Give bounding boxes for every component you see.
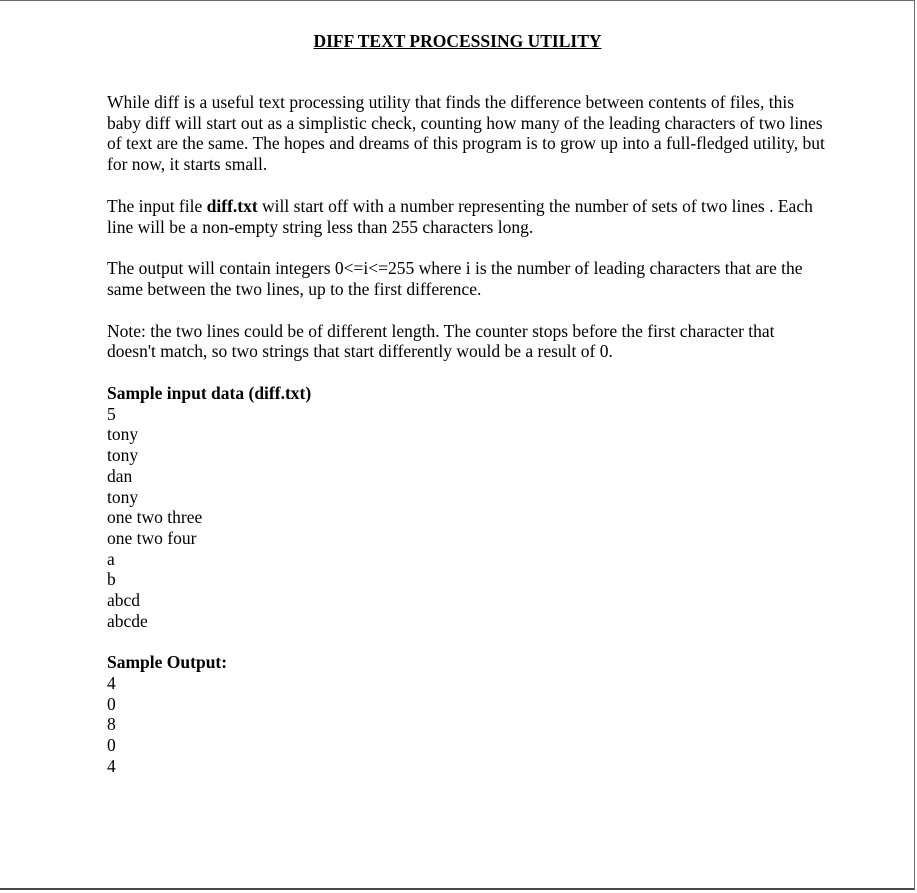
output-description-paragraph: The output will contain integers 0<=i<=255 where i is the number of leading characters that are the same between the two lines, up to the first difference. — [107, 258, 803, 299]
sample-input-line: tony — [107, 445, 139, 466]
page-title: DIFF TEXT PROCESSING UTILITY — [313, 31, 602, 51]
sample-output-line: 4 — [107, 672, 116, 693]
input-description-start: The input file — [107, 195, 207, 216]
section-spacer — [107, 631, 827, 652]
sample-output-line: 0 — [107, 693, 116, 714]
sample-output-section — [107, 652, 827, 776]
sample-output-label: Sample Output: — [107, 652, 228, 673]
sample-input-line: tony — [107, 424, 139, 445]
sample-input-line: a — [107, 548, 115, 569]
sample-output-line: 4 — [107, 755, 116, 776]
note-paragraph: Note: the two lines could be of different length. The counter stops before the first character that doesn't match, so two strings that start differently would be a result of 0. — [107, 320, 775, 362]
sample-output-line: 0 — [107, 734, 116, 755]
intro-paragraph: While diff is a useful text processing utility that finds the difference between contents of files, this baby diff will start out as a simplistic check, counting how many of the leading characters of two lines of text are the same. The hopes and dreams of this program is to grow up into a full-fledged utility, but for now, it starts small. — [107, 92, 825, 175]
sample-input-label: Sample input data (diff.txt) — [107, 383, 312, 404]
sample-output-line: 8 — [107, 714, 116, 735]
sample-input-line: tony — [107, 486, 139, 507]
sample-input-line: abcd — [107, 590, 141, 611]
input-description-paragraph — [107, 196, 827, 237]
sample-input-line: abcde — [107, 610, 148, 631]
sample-input-line: dan — [107, 465, 133, 486]
sample-input-section — [107, 383, 827, 631]
document-body — [107, 92, 827, 776]
sample-input-line: b — [107, 569, 116, 590]
sample-input-line: 5 — [107, 403, 116, 424]
input-description-end: will start off with a number representing the number of sets of two lines . Each line will be a non-empty string less than 255 characters long. — [107, 195, 813, 237]
input-file-name: diff.txt — [206, 195, 258, 216]
sample-input-line: one two four — [107, 527, 197, 548]
sample-input-line: one two three — [107, 507, 203, 528]
